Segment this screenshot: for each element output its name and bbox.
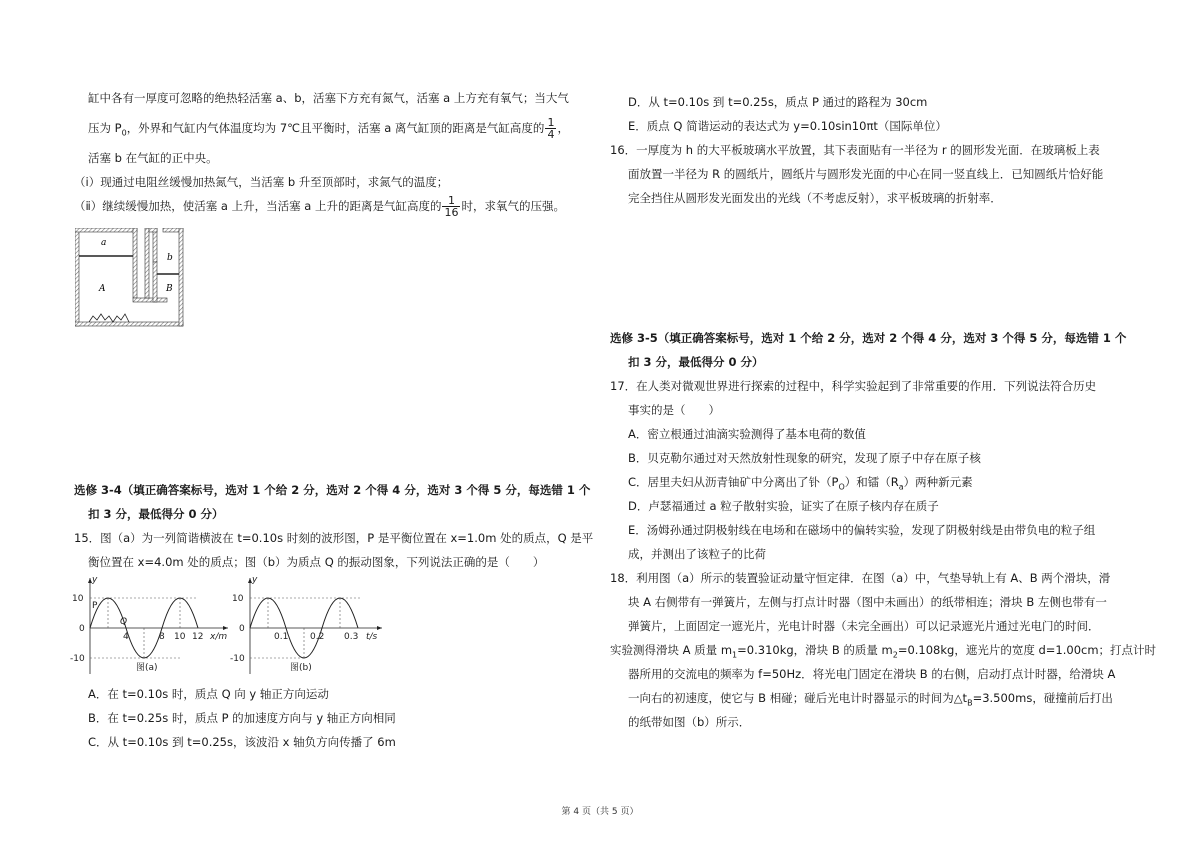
- svg-text:图(a): 图(a): [136, 663, 158, 673]
- svg-text:y: y: [252, 575, 258, 585]
- q18-line-1: 18．利用图（a）所示的装置验证动量守恒定律．在图（a）中，气垫导轨上有 A、B 两个滑块，滑: [610, 571, 1111, 585]
- page-footer: 第 4 页（共 5 页）: [561, 807, 639, 817]
- q15-option-e: E．质点 Q 简谐运动的表达式为 y=0.10sin10πt（国际单位）: [628, 119, 947, 133]
- section-3-4-header-1: 选修 3-4（填正确答案标号，选对 1 个给 2 分，选对 2 个得 4 分，选对 3 个得 5 分，每选错 1 个: [74, 483, 591, 497]
- q16-line-3: 完全挡住从圆形发光面发出的光线（不考虑反射），求平板玻璃的折射率．: [628, 191, 1002, 205]
- section-3-4-header-2: 扣 3 分，最低得分 0 分）: [88, 507, 224, 521]
- q17-option-e-2: 成，并测出了该粒子的比荷: [628, 547, 766, 561]
- q18-line-7: 的纸带如图（b）所示．: [628, 715, 751, 729]
- q17-line-1: 17．在人类对微观世界进行探索的过程中，科学实验起到了非常重要的作用．下列说法符合历史: [610, 379, 1097, 393]
- q16-line-1: 16．一厚度为 h 的大平板玻璃水平放置，其下表面贴有一半径为 r 的圆形发光面．在玻璃板上表: [610, 143, 1100, 157]
- svg-text:0.2: 0.2: [310, 632, 325, 642]
- svg-text:x/m: x/m: [210, 632, 228, 642]
- svg-text:-10: -10: [70, 654, 85, 664]
- q18-line-6: 一向右的初速度，使它与 B 相碰；碰后光电计时器显示的时间为$\triangle t_B=3.500ms$，碰撞前后打出: [628, 691, 1113, 708]
- q15-line-1: 15．图（a）为一列简谐横波在 t=0.10s 时刻的波形图，P 是平衡位置在 x=1.0m 处的质点，Q 是平: [74, 531, 594, 545]
- q14-line-3: 活塞 b 在气缸的正中央。: [88, 151, 218, 165]
- svg-text:-10: -10: [230, 654, 245, 664]
- q18-line-4: 实验测得滑块 A 质量 $m_1=0.310kg$，滑块 B 的质量 $m_2=0.108kg$，遮光片的宽度 d=1.00cm；打点计时: [610, 643, 1157, 660]
- svg-text:0: 0: [79, 624, 85, 634]
- q14-line-2: 压为 $P_0$，外界和气缸内气体温度均为 7℃且平衡时，活塞 a 离气缸顶的距离是气缸高度的 $\frac{1}{4}$ ，: [88, 116, 569, 141]
- q15-line-2: 衡位置在 x=4.0m 处的质点；图（b）为质点 Q 的振动图象，下列说法正确的是（ ）: [88, 555, 545, 569]
- section-3-5-header-1: 选修 3-5（填正确答案标号，选对 1 个给 2 分，选对 2 个得 4 分，选对 3 个得 5 分，每选错 1 个: [610, 331, 1127, 345]
- svg-text:图(b): 图(b): [290, 663, 312, 673]
- q17-option-b: B．贝克勒尔通过对天然放射性现象的研究，发现了原子中存在原子核: [628, 451, 981, 465]
- label-B: B: [166, 284, 173, 294]
- q15-option-a: A．在 t=0.10s 时，质点 Q 向 y 轴正方向运动: [88, 687, 329, 701]
- q16-line-2: 面放置一半径为 R 的圆纸片，圆纸片与圆形发光面的中心在同一竖直线上．已知圆纸片恰好能: [628, 167, 1104, 181]
- svg-text:t/s: t/s: [366, 632, 378, 642]
- svg-text:0: 0: [239, 624, 245, 634]
- label-a: a: [101, 238, 107, 248]
- q15-option-b: B．在 t=0.25s 时，质点 P 的加速度方向与 y 轴正方向相同: [88, 711, 396, 725]
- q18-line-5: 器所用的交流电的频率为 f=50Hz．将光电门固定在滑块 B 的右侧，启动打点计时器，给滑块 A: [628, 667, 1116, 681]
- svg-text:Q: Q: [120, 617, 128, 627]
- wave-graphs: [70, 574, 390, 678]
- q17-option-e-1: E．汤姆孙通过阴极射线在电场和在磁场中的偏转实验，发现了阴极射线是由带负电的粒子组: [628, 523, 1096, 537]
- svg-text:8: 8: [159, 632, 165, 642]
- q17-option-d: D．卢瑟福通过 a 粒子散射实验，证实了在原子核内存在质子: [628, 499, 939, 513]
- q15-option-c: C．从 t=0.10s 到 t=0.25s，该波沿 x 轴负方向传播了 6m: [88, 735, 396, 749]
- q18-line-2: 块 A 右侧带有一弹簧片，左侧与打点计时器（图中未画出）的纸带相连；滑块 B 左侧也带有一: [628, 595, 1107, 609]
- q17-option-a: A．密立根通过油滴实验测得了基本电荷的数值: [628, 427, 866, 441]
- svg-text:y: y: [92, 575, 98, 585]
- q15-option-d: D．从 t=0.10s 到 t=0.25s，质点 P 通过的路程为 30cm: [628, 95, 928, 109]
- fraction: $\frac{1}{16}$: [444, 194, 459, 219]
- section-3-5-header-2: 扣 3 分，最低得分 0 分）: [628, 355, 764, 369]
- q14-part-i: （ⅰ）现通过电阻丝缓慢加热氮气，当活塞 b 升至顶部时，求氮气的温度；: [74, 175, 449, 189]
- svg-text:0.1: 0.1: [274, 632, 289, 642]
- q14-line-1: 缸中各有一厚度可忽略的绝热轻活塞 a、b，活塞下方充有氮气，活塞 a 上方充有氧气；当大气: [88, 91, 569, 105]
- q14-part-ii: （ⅱ）继续缓慢加热，使活塞 a 上升，当活塞 a 上升的距离是气缸高度的 $\frac{1}{16}$ 时，求氧气的压强。: [74, 194, 565, 219]
- svg-text:10: 10: [72, 594, 84, 604]
- svg-text:12: 12: [192, 632, 204, 642]
- svg-text:0.3: 0.3: [344, 632, 359, 642]
- label-A: A: [99, 284, 106, 294]
- label-b: b: [167, 253, 173, 263]
- svg-text:4: 4: [123, 632, 129, 642]
- q18-line-3: 弹簧片，上面固定一遮光片，光电计时器（未完全画出）可以记录遮光片通过光电门的时间．: [628, 619, 1100, 633]
- q17-line-2: 事实的是（ ）: [628, 403, 720, 417]
- svg-text:10: 10: [174, 632, 186, 642]
- svg-text:P: P: [92, 601, 98, 611]
- svg-text:10: 10: [232, 594, 244, 604]
- q17-option-c: C．居里夫妇从沥青铀矿中分离出了钋$(P_O)$和镭$(R_a)$两种新元素: [628, 475, 973, 492]
- fraction: $\frac{1}{4}$: [547, 116, 555, 141]
- cylinder-figure: [75, 228, 187, 328]
